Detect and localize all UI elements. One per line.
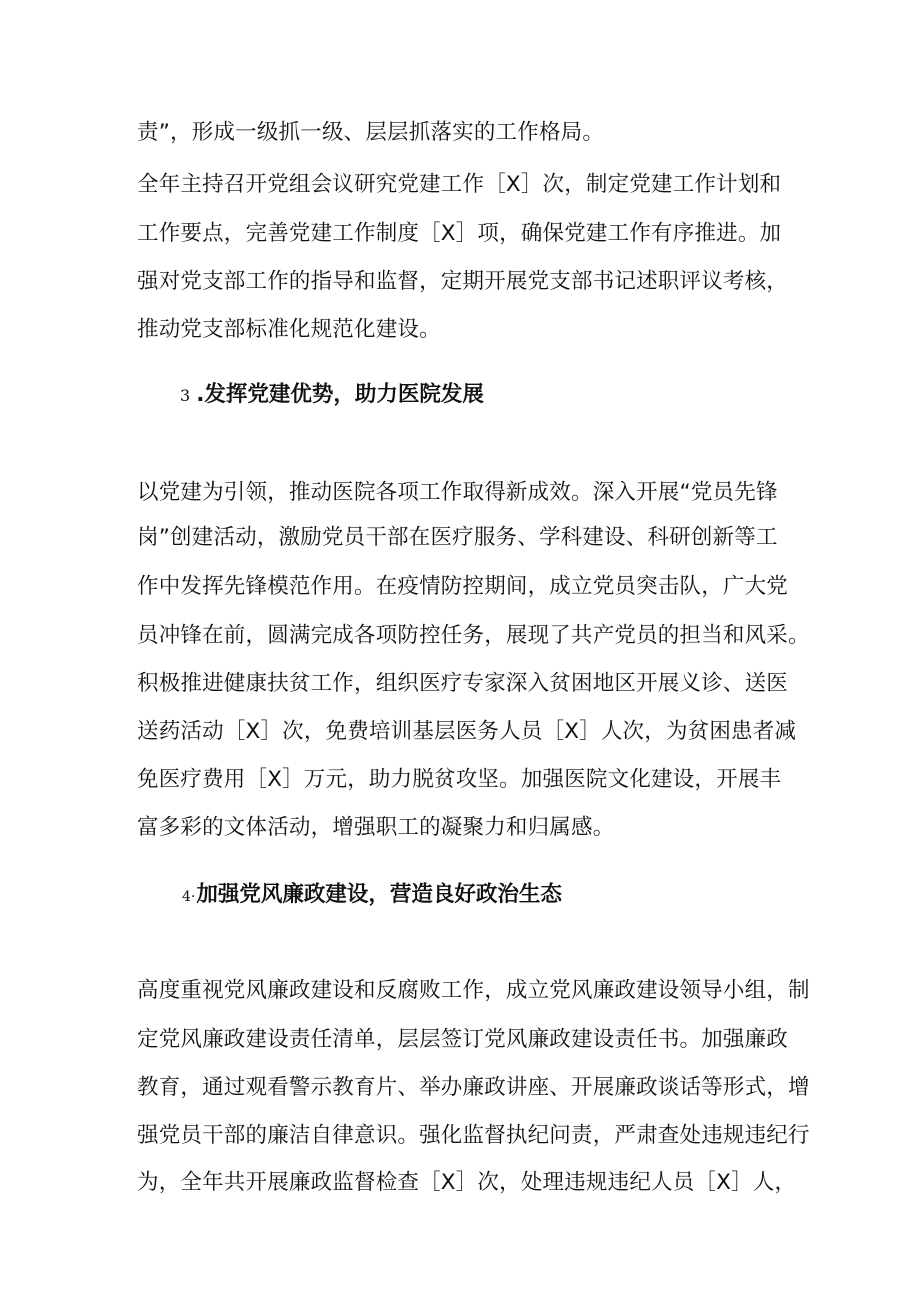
paragraph-3-line-4: 强党员干部的廉洁自律意识。强化监督执纪问责，严肃查处违规违纪行 (137, 1123, 810, 1148)
paragraph-1-line-4: 强对党支部工作的指导和监督，定期开展党支部书记述职评议考核， (137, 269, 789, 294)
section-title-3: .发挥党建优势，助力医院发展 (196, 382, 484, 407)
paragraph-1-line-1: 责”，形成一级抓一级、层层抓落实的工作格局。 (137, 120, 605, 145)
section-title-4: 加强党风廉政建设，营造良好政治生态 (196, 882, 562, 907)
paragraph-3-line-1: 高度重视党风廉政建设和反腐败工作，成立党风廉政建设领导小组，制 (137, 978, 810, 1003)
section-number-4: 4· (182, 889, 196, 905)
paragraph-2-line-1: 以党建为引领，推动医院各项工作取得新成效。深入开展“党员先锋 (137, 480, 778, 505)
paragraph-1-line-3: 工作要点，完善党建工作制度［X］项，确保党建工作有序推进。加 (137, 221, 782, 246)
paragraph-1-line-5: 推动党支部标准化规范化建设。 (137, 317, 441, 342)
section-number-3: 3 (180, 386, 191, 405)
paragraph-2-line-4: 员冲锋在前，圆满完成各项防控任务，展现了共产党员的担当和风采。 (137, 623, 810, 648)
paragraph-2-line-2: 岗”创建活动，激励党员干部在医疗服务、学科建设、科研创新等工 (137, 525, 778, 550)
paragraph-3-line-5: 为，全年共开展廉政监督检查［X］次，处理违规违纪人员［X］人， (137, 1170, 797, 1195)
paragraph-2-line-5: 积极推进健康扶贫工作，组织医疗专家深入贫困地区开展义诊、送医 (137, 671, 789, 696)
paragraph-2-line-6: 送药活动［X］次，免费培训基层医务人员［X］人次，为贫困患者减 (137, 719, 797, 744)
section-heading-3 (180, 380, 484, 411)
paragraph-2-line-3: 作中发挥先锋模范作用。在疫情防控期间，成立党员突击队，广大党 (137, 574, 789, 599)
paragraph-3-line-2: 定党风廉政建设责任清单，层层签订党风廉政建设责任书。加强廉政 (137, 1027, 789, 1052)
section-heading-4 (182, 880, 562, 912)
paragraph-2-line-8: 富多彩的文体活动，增强职工的凝聚力和归属感。 (137, 815, 615, 840)
paragraph-3-line-3: 教育，通过观看警示教育片、举办廉政讲座、开展廉政谈话等形式，增 (137, 1075, 810, 1100)
paragraph-2-line-7: 免医疗费用［X］万元，助力脱贫攻坚。加强医院文化建设，开展丰 (137, 767, 782, 792)
paragraph-1-line-2: 全年主持召开党组会议研究党建工作［X］次，制定党建工作计划和 (137, 172, 782, 197)
